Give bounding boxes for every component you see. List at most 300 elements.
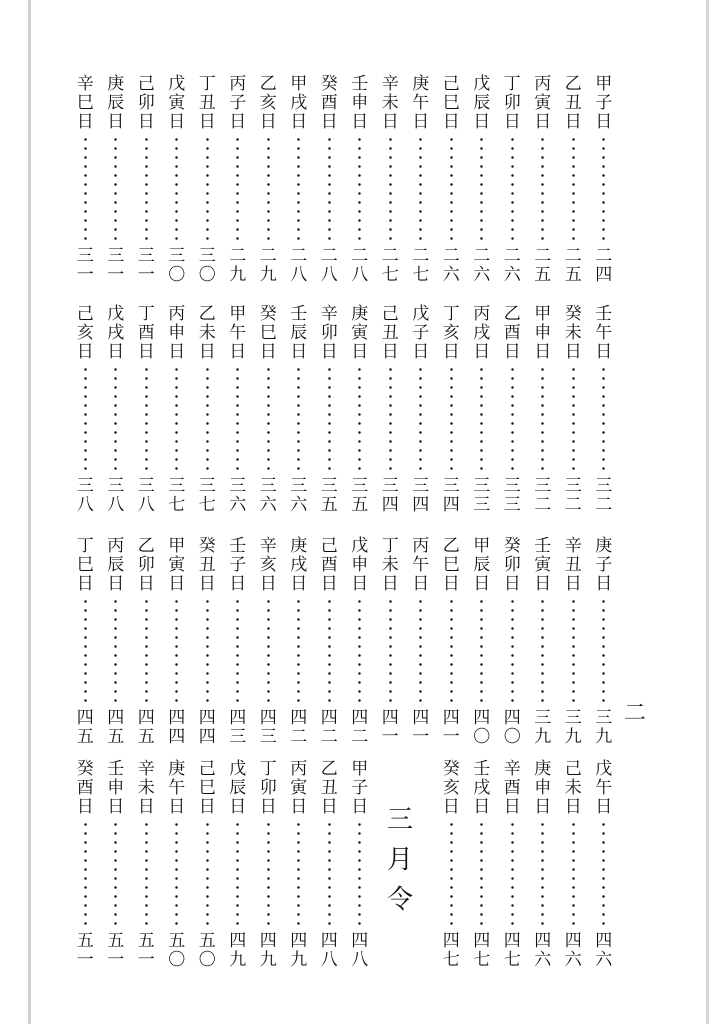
page-char: 九	[229, 265, 247, 285]
entry-page	[260, 709, 277, 747]
entry-label	[504, 75, 521, 132]
entry-page	[504, 709, 521, 747]
page-char: 三	[229, 727, 247, 747]
leader-dots	[236, 597, 239, 706]
label-char: 乙	[137, 536, 155, 556]
toc-entry	[345, 305, 376, 515]
label-char: 丙	[290, 759, 308, 779]
toc-entry	[70, 537, 101, 747]
page-char: 四	[595, 931, 613, 951]
label-char: 酉	[503, 778, 521, 798]
label-char: 戌	[473, 323, 491, 343]
label-char: 庚	[107, 74, 125, 94]
toc-entry	[406, 75, 437, 285]
leader-dots	[572, 135, 575, 244]
label-char: 日	[320, 112, 338, 132]
label-char: 寅	[351, 323, 369, 343]
entry-label	[565, 537, 582, 594]
entry-label	[199, 75, 216, 132]
page-char: 六	[259, 495, 277, 515]
label-char: 辰	[107, 555, 125, 575]
page-char: 一	[412, 727, 430, 747]
entry-page	[107, 932, 124, 970]
leader-dots	[419, 365, 422, 474]
entry-label	[290, 760, 307, 817]
page-char: 二	[595, 246, 613, 266]
leader-dots	[297, 365, 300, 474]
page-char: 五	[564, 265, 582, 285]
entry-label	[260, 760, 277, 817]
label-char: 日	[534, 112, 552, 132]
toc-entry	[528, 537, 559, 747]
page-char: 一	[137, 265, 155, 285]
leader-dots	[328, 820, 331, 929]
label-char: 日	[259, 574, 277, 594]
entry-page	[504, 247, 521, 285]
leader-dots	[267, 135, 270, 244]
entry-page	[351, 932, 368, 970]
leader-dots	[145, 135, 148, 244]
toc-entry	[162, 537, 193, 747]
toc-entry	[101, 537, 132, 747]
label-char: 日	[534, 797, 552, 817]
label-char: 戊	[351, 536, 369, 556]
entry-label	[290, 305, 307, 362]
label-char: 日	[534, 574, 552, 594]
entry-page	[534, 477, 551, 515]
toc-entry	[131, 537, 162, 747]
label-char: 壬	[229, 536, 247, 556]
page-char: 六	[534, 950, 552, 970]
entry-page	[138, 477, 155, 515]
entry-label	[260, 305, 277, 362]
toc-entry	[558, 537, 589, 747]
label-char: 辰	[229, 778, 247, 798]
leader-dots	[358, 365, 361, 474]
leader-dots	[480, 365, 483, 474]
entry-label	[595, 760, 612, 817]
entry-page	[77, 932, 94, 970]
label-char: 日	[320, 342, 338, 362]
leader-dots	[175, 820, 178, 929]
entry-page	[351, 709, 368, 747]
page-char: 四	[229, 708, 247, 728]
toc-entry	[162, 75, 193, 285]
page-char: 九	[259, 265, 277, 285]
leader-dots	[328, 135, 331, 244]
entry-label	[138, 537, 155, 594]
page-char: 四	[198, 727, 216, 747]
label-char: 日	[595, 112, 613, 132]
label-char: 酉	[137, 323, 155, 343]
leader-dots	[297, 820, 300, 929]
page-char: 一	[107, 950, 125, 970]
toc-entry	[406, 537, 437, 747]
entry-label	[77, 305, 94, 362]
leader-dots	[419, 597, 422, 706]
toc-entry	[162, 760, 193, 970]
label-char: 丁	[137, 304, 155, 324]
leader-dots	[175, 135, 178, 244]
toc-entry	[345, 537, 376, 747]
entry-page	[138, 932, 155, 970]
toc-entry	[497, 537, 528, 747]
entry-page	[260, 477, 277, 515]
leader-dots	[114, 135, 117, 244]
label-char: 戊	[107, 304, 125, 324]
entry-page	[229, 247, 246, 285]
toc-entry	[192, 760, 223, 970]
label-char: 己	[564, 759, 582, 779]
page-char: 〇	[198, 950, 216, 970]
label-char: 日	[290, 574, 308, 594]
entry-page	[168, 709, 185, 747]
label-char: 日	[320, 797, 338, 817]
entry-label	[534, 537, 551, 594]
page-char: 三	[320, 476, 338, 496]
page-char: 二	[442, 246, 460, 266]
month-heading-char: 令	[386, 885, 413, 915]
page-char: 九	[290, 950, 308, 970]
page-char: 二	[473, 246, 491, 266]
toc-entry	[284, 537, 315, 747]
leader-dots	[602, 135, 605, 244]
leader-dots	[541, 365, 544, 474]
label-char: 午	[412, 555, 430, 575]
toc-entry	[131, 305, 162, 515]
label-char: 辛	[503, 759, 521, 779]
toc-entry	[284, 760, 315, 970]
entry-label	[565, 760, 582, 817]
page-char: 九	[259, 950, 277, 970]
leader-dots	[267, 597, 270, 706]
label-char: 日	[473, 574, 491, 594]
label-char: 日	[351, 112, 369, 132]
toc-entry	[253, 760, 284, 970]
page-char: 三	[198, 476, 216, 496]
label-char: 子	[412, 323, 430, 343]
toc-block-2	[70, 305, 619, 515]
toc-entry	[131, 75, 162, 285]
label-char: 日	[259, 797, 277, 817]
page-char: 三	[473, 476, 491, 496]
toc-entry	[253, 75, 284, 285]
label-char: 甲	[473, 536, 491, 556]
label-char: 日	[137, 112, 155, 132]
toc-entry	[436, 760, 467, 970]
page-char: 九	[534, 727, 552, 747]
leader-dots	[175, 597, 178, 706]
page-char: 二	[503, 246, 521, 266]
entry-label	[443, 760, 460, 817]
page-char: 四	[290, 931, 308, 951]
toc-block-3	[70, 537, 619, 747]
label-char: 乙	[198, 304, 216, 324]
page-char: 三	[473, 495, 491, 515]
label-char: 丑	[198, 93, 216, 113]
label-char: 乙	[320, 759, 338, 779]
toc-block-1	[70, 75, 619, 285]
page-char: 五	[137, 727, 155, 747]
label-char: 甲	[229, 304, 247, 324]
label-char: 子	[229, 93, 247, 113]
entry-page	[229, 709, 246, 747]
toc-entry	[284, 75, 315, 285]
label-char: 日	[198, 112, 216, 132]
page-char: 二	[412, 246, 430, 266]
label-char: 戌	[473, 778, 491, 798]
page-char: 四	[503, 708, 521, 728]
label-char: 子	[351, 778, 369, 798]
label-char: 日	[107, 797, 125, 817]
page-char: 六	[595, 950, 613, 970]
label-char: 丙	[229, 74, 247, 94]
entry-label	[138, 75, 155, 132]
leader-dots	[267, 820, 270, 929]
label-char: 日	[229, 797, 247, 817]
label-char: 卯	[503, 93, 521, 113]
label-char: 日	[473, 797, 491, 817]
page-char: 九	[229, 950, 247, 970]
entry-page	[412, 477, 429, 515]
label-char: 日	[473, 112, 491, 132]
label-char: 日	[168, 797, 186, 817]
page-char: 三	[534, 476, 552, 496]
label-char: 午	[412, 93, 430, 113]
label-char: 丁	[198, 74, 216, 94]
toc-entry	[192, 305, 223, 515]
page-char: 三	[259, 727, 277, 747]
page-char: 八	[320, 265, 338, 285]
leader-dots	[511, 597, 514, 706]
entry-label	[351, 75, 368, 132]
page-char: 二	[259, 246, 277, 266]
page-char: 二	[595, 495, 613, 515]
entry-label	[351, 760, 368, 817]
entry-page	[412, 709, 429, 747]
page-char: 四	[503, 931, 521, 951]
page-char: 八	[137, 495, 155, 515]
entry-page	[77, 247, 94, 285]
leader-dots	[572, 820, 575, 929]
label-char: 日	[381, 574, 399, 594]
entry-page	[77, 709, 94, 747]
page-char: 六	[473, 265, 491, 285]
leader-dots	[236, 135, 239, 244]
page-char: 五	[168, 931, 186, 951]
label-char: 庚	[290, 536, 308, 556]
label-char: 日	[198, 797, 216, 817]
label-char: 卯	[137, 93, 155, 113]
entry-page	[443, 247, 460, 285]
label-char: 日	[107, 342, 125, 362]
entry-page	[107, 709, 124, 747]
label-char: 子	[595, 555, 613, 575]
label-char: 日	[290, 112, 308, 132]
leader-dots	[206, 820, 209, 929]
label-char: 辛	[259, 536, 277, 556]
label-char: 甲	[290, 74, 308, 94]
entry-page	[595, 709, 612, 747]
page-char: 三	[351, 476, 369, 496]
label-char: 卯	[137, 555, 155, 575]
toc-entry	[314, 760, 345, 970]
entry-page	[595, 932, 612, 970]
label-char: 庚	[534, 759, 552, 779]
toc-entry	[467, 760, 498, 970]
page-char: 八	[351, 265, 369, 285]
label-char: 庚	[168, 759, 186, 779]
leader-dots	[145, 365, 148, 474]
leader-dots	[389, 135, 392, 244]
page-char: 五	[107, 931, 125, 951]
entry-label	[290, 75, 307, 132]
label-char: 日	[137, 342, 155, 362]
page-char: 四	[168, 727, 186, 747]
page-char: 五	[76, 931, 94, 951]
entry-page	[168, 932, 185, 970]
page-char: 六	[442, 265, 460, 285]
leader-dots	[480, 597, 483, 706]
toc-entry	[192, 75, 223, 285]
label-char: 己	[442, 74, 460, 94]
entry-label	[534, 75, 551, 132]
label-char: 日	[229, 342, 247, 362]
page-char: 四	[412, 708, 430, 728]
page-char: 四	[320, 931, 338, 951]
toc-entry	[528, 760, 559, 970]
leader-dots	[114, 365, 117, 474]
label-char: 亥	[442, 323, 460, 343]
page-char: 三	[107, 246, 125, 266]
entry-page	[199, 247, 216, 285]
entry-page	[412, 247, 429, 285]
entry-label	[473, 75, 490, 132]
label-char: 申	[351, 93, 369, 113]
toc-entry	[70, 75, 101, 285]
page-char: 〇	[198, 265, 216, 285]
entry-label	[138, 760, 155, 817]
page-char: 六	[564, 950, 582, 970]
month-heading-char: 三	[386, 805, 413, 835]
page-char: 三	[595, 476, 613, 496]
entry-page	[534, 709, 551, 747]
entry-page	[229, 932, 246, 970]
label-char: 戌	[290, 93, 308, 113]
label-char: 申	[168, 323, 186, 343]
label-char: 癸	[320, 74, 338, 94]
label-char: 亥	[442, 778, 460, 798]
entry-page	[321, 247, 338, 285]
leader-dots	[511, 820, 514, 929]
page-char: 三	[534, 708, 552, 728]
page-char: 五	[534, 265, 552, 285]
leader-dots	[114, 820, 117, 929]
page-char: 二	[320, 246, 338, 266]
label-char: 巳	[76, 93, 94, 113]
toc-entry	[70, 305, 101, 515]
label-char: 日	[564, 797, 582, 817]
label-char: 巳	[198, 778, 216, 798]
label-char: 日	[442, 797, 460, 817]
label-char: 日	[137, 797, 155, 817]
label-char: 日	[76, 342, 94, 362]
label-char: 丑	[320, 778, 338, 798]
entry-label	[412, 305, 429, 362]
entry-label	[351, 305, 368, 362]
label-char: 辰	[473, 93, 491, 113]
entry-page	[290, 477, 307, 515]
toc-entry	[345, 760, 376, 970]
label-char: 戊	[473, 74, 491, 94]
entry-label	[473, 537, 490, 594]
toc-entry	[589, 75, 620, 285]
entry-page	[138, 247, 155, 285]
label-char: 申	[534, 778, 552, 798]
page-char: 二	[564, 495, 582, 515]
toc-entry	[101, 305, 132, 515]
label-char: 丑	[564, 555, 582, 575]
page-char: 四	[229, 931, 247, 951]
entry-page	[107, 247, 124, 285]
entry-label	[504, 305, 521, 362]
page-char: 三	[381, 476, 399, 496]
label-char: 寅	[168, 555, 186, 575]
page-char: 四	[595, 265, 613, 285]
label-char: 日	[198, 574, 216, 594]
month-heading-char: 月	[386, 845, 413, 875]
entry-label	[534, 305, 551, 362]
toc-entry	[253, 305, 284, 515]
entry-label	[168, 760, 185, 817]
page-char: 三	[107, 476, 125, 496]
leader-dots	[541, 135, 544, 244]
entry-label	[412, 537, 429, 594]
label-char: 庚	[595, 536, 613, 556]
leader-dots	[450, 135, 453, 244]
page-char: 三	[564, 476, 582, 496]
toc-entry	[589, 305, 620, 515]
label-char: 壬	[534, 536, 552, 556]
entry-label	[504, 537, 521, 594]
label-char: 丙	[168, 304, 186, 324]
leader-dots	[602, 365, 605, 474]
label-char: 日	[351, 342, 369, 362]
page-char: 六	[290, 495, 308, 515]
label-char: 庚	[351, 304, 369, 324]
label-char: 日	[534, 342, 552, 362]
page-char: 五	[107, 727, 125, 747]
label-char: 卯	[259, 778, 277, 798]
entry-page	[473, 477, 490, 515]
label-char: 申	[534, 323, 552, 343]
label-char: 卯	[503, 555, 521, 575]
toc-entry	[467, 537, 498, 747]
entry-page	[565, 709, 582, 747]
leader-dots	[206, 597, 209, 706]
label-char: 午	[168, 778, 186, 798]
label-char: 日	[320, 574, 338, 594]
label-char: 己	[320, 536, 338, 556]
label-char: 辛	[381, 74, 399, 94]
label-char: 癸	[259, 304, 277, 324]
page-char: 二	[351, 727, 369, 747]
label-char: 癸	[442, 759, 460, 779]
label-char: 乙	[259, 74, 277, 94]
label-char: 日	[290, 797, 308, 817]
toc-block-4a	[436, 760, 619, 970]
entry-page	[534, 932, 551, 970]
